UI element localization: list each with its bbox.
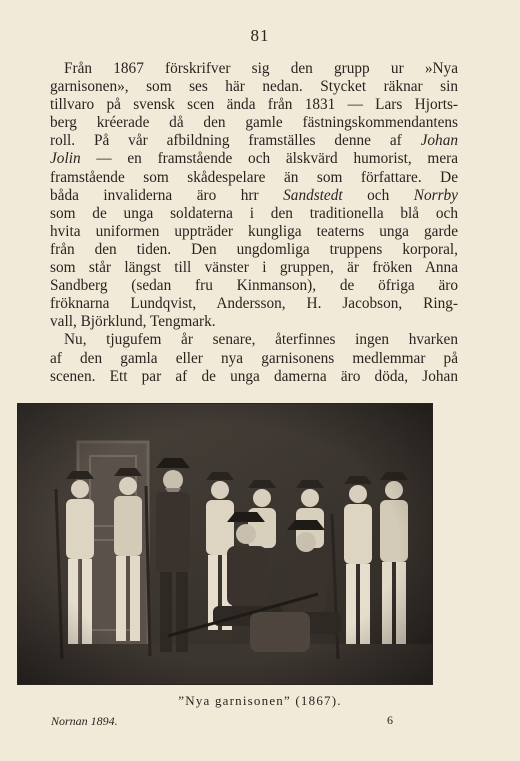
text-fragment: — en framstående och älskvärd humorist, mera (80, 150, 458, 168)
text-line: scenen. Ett par af de unga damerna äro döda, Johan (50, 367, 458, 385)
body-text (50, 60, 458, 386)
text-line: som står längst till vänster i gruppen, är fröken Anna (50, 259, 458, 277)
text-line: tillvaro på svensk scen ända från 1831 — Lars Hjorts- (50, 96, 458, 114)
group-photograph (18, 404, 432, 684)
text-line (50, 132, 458, 150)
italic-name: Sandstedt (283, 186, 343, 204)
photo-caption: ”Nya garnisonen” (1867). (178, 693, 342, 708)
text-line (50, 187, 458, 205)
text-line: framstående som skådespelare än som författare. De (50, 168, 458, 186)
text-line: Nu, tjugufem år senare, återfinnes ingen hvarken (64, 331, 458, 349)
text-line: från den tiden. Den ungdomliga truppens korporal, (50, 240, 458, 258)
page-number: 81 (250, 26, 270, 45)
italic-name: Johan (420, 132, 458, 150)
text-line: Från 1867 förskrifver sig den grupp ur »Nya (64, 60, 458, 77)
italic-name: Jolin (50, 150, 81, 168)
text-line (50, 150, 458, 168)
text-line: som de unga soldaterna i den traditionella blå och (50, 204, 458, 222)
italic-name: Norrby (413, 186, 458, 204)
text-line: berg kréerade då den gamle fästningskommendantens (50, 114, 458, 132)
text-fragment: och (342, 186, 414, 204)
text-line: Sandberg (sedan fru Kinmanson), de öfriga äro (50, 277, 458, 295)
text-line: af den gamla eller nya garnisonens medlemmar på (50, 349, 458, 367)
text-line: hvita uniformen uppträder kungliga teaterns unga garde (50, 222, 458, 240)
text-line: vall, Björklund, Tengmark. (50, 313, 216, 331)
text-fragment: roll. På vår afbildning framställes denne af (50, 132, 421, 150)
photo-illustration (18, 404, 432, 684)
footer-signature: Nornan 1894. (51, 714, 118, 728)
footer-sheet-number: 6 (387, 713, 393, 727)
text-line: garnisonen», som ses här nedan. Stycket räknar sin (50, 78, 458, 96)
text-line: fröknarna Lundqvist, Andersson, H. Jacobson, Ring- (50, 295, 458, 313)
text-fragment: båda invaliderna äro hrr (50, 186, 284, 204)
